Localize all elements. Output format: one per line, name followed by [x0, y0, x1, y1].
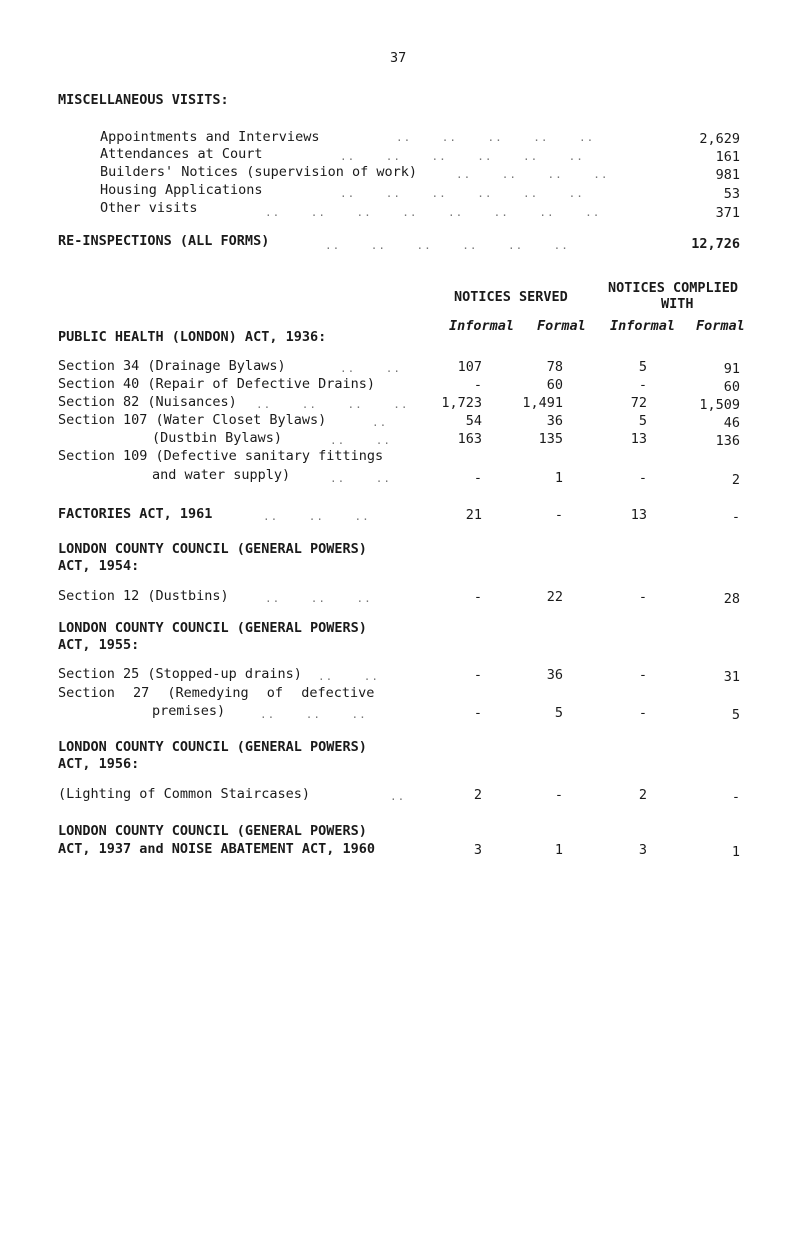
leader-dots: .. .. .. — [263, 510, 370, 523]
cell-formal-complied: 5 — [731, 707, 740, 723]
cell-informal-served: 54 — [465, 413, 482, 429]
misc-item-label: Appointments and Interviews — [100, 129, 320, 145]
col-group-notices-complied: NOTICES COMPLIED — [608, 280, 739, 296]
section-heading-continued: ACT, 1955: — [58, 637, 140, 653]
section-heading: LONDON COUNTY COUNCIL (GENERAL POWERS) — [58, 541, 367, 557]
cell-informal-complied: 5 — [638, 413, 647, 429]
cell-informal-served: 163 — [457, 431, 482, 447]
col-header-formal: Formal — [537, 318, 586, 334]
cell-formal-served: 1,491 — [522, 395, 563, 411]
cell-formal-served: 22 — [546, 589, 563, 605]
col-header-informal: Informal — [449, 318, 515, 334]
cell-formal-complied: 46 — [723, 415, 740, 431]
table-row-label: (Dustbin Bylaws) — [152, 430, 283, 446]
cell-informal-complied: - — [638, 470, 647, 486]
cell-informal-served: 2 — [473, 787, 482, 803]
section-heading-continued: ACT, 1954: — [58, 558, 140, 574]
cell-formal-served: - — [554, 507, 563, 523]
cell-formal-complied: 136 — [715, 433, 740, 449]
cell-formal-complied: 1 — [731, 844, 740, 860]
section-heading: PUBLIC HEALTH (LONDON) ACT, 1936: — [58, 329, 327, 345]
table-row-label: Section 27 (Remedying of defective — [58, 685, 375, 701]
col-group-notices-complied-2: WITH — [661, 296, 694, 312]
table-row-label: Section 25 (Stopped-up drains) — [58, 666, 302, 682]
cell-informal-complied: 13 — [630, 507, 647, 523]
leader-dots: .. .. — [340, 362, 401, 375]
leader-dots: .. — [372, 416, 388, 429]
misc-item-label: Attendances at Court — [100, 146, 263, 162]
cell-informal-complied: 5 — [638, 359, 647, 375]
cell-formal-complied: 60 — [723, 379, 740, 395]
misc-visits-title: MISCELLANEOUS VISITS: — [58, 92, 229, 108]
cell-informal-complied: 3 — [638, 842, 647, 858]
leader-dots: .. .. .. .. .. .. — [325, 239, 569, 252]
cell-informal-served: 21 — [465, 507, 482, 523]
cell-informal-served: 3 — [473, 842, 482, 858]
section-heading-continued: ACT, 1937 and NOISE ABATEMENT ACT, 1960 — [58, 841, 375, 857]
cell-informal-served: - — [473, 667, 482, 683]
cell-formal-complied: 28 — [723, 591, 740, 607]
cell-informal-served: - — [473, 470, 482, 486]
table-row-label: Section 107 (Water Closet Bylaws) — [58, 412, 327, 428]
cell-informal-served: - — [473, 589, 482, 605]
reinspections-value: 12,726 — [691, 236, 740, 252]
cell-informal-complied: - — [638, 705, 647, 721]
section-heading: LONDON COUNTY COUNCIL (GENERAL POWERS) — [58, 739, 367, 755]
table-row-label: (Lighting of Common Staircases) — [58, 786, 310, 802]
section-heading: FACTORIES ACT, 1961 — [58, 506, 213, 522]
misc-item-value: 161 — [715, 149, 740, 165]
cell-formal-served: 135 — [538, 431, 563, 447]
misc-item-value: 2,629 — [699, 131, 740, 147]
col-group-notices-served: NOTICES SERVED — [454, 289, 568, 305]
page-number: 37 — [390, 50, 407, 66]
cell-informal-complied: 2 — [638, 787, 647, 803]
cell-informal-complied: - — [638, 589, 647, 605]
misc-item-value: 371 — [715, 205, 740, 221]
table-row-label: Section 82 (Nuisances) — [58, 394, 237, 410]
cell-formal-served: 60 — [546, 377, 563, 393]
cell-informal-served: - — [473, 705, 482, 721]
misc-item-label: Builders' Notices (supervision of work) — [100, 164, 417, 180]
table-row-label: Section 34 (Drainage Bylaws) — [58, 358, 286, 374]
cell-formal-served: 5 — [554, 705, 563, 721]
cell-informal-complied: - — [638, 667, 647, 683]
leader-dots: .. .. .. .. .. .. — [340, 187, 584, 200]
cell-formal-complied: - — [731, 789, 740, 805]
section-heading-continued: ACT, 1956: — [58, 756, 140, 772]
cell-formal-served: 1 — [554, 842, 563, 858]
cell-formal-complied: 2 — [731, 472, 740, 488]
leader-dots: .. .. — [318, 670, 379, 683]
cell-informal-served: - — [473, 377, 482, 393]
table-row-label-continued: and water supply) — [152, 467, 291, 483]
leader-dots: .. .. .. .. .. .. .. .. — [265, 206, 601, 219]
table-row-label: Section 12 (Dustbins) — [58, 588, 229, 604]
col-header-informal: Informal — [610, 318, 676, 334]
section-heading: LONDON COUNTY COUNCIL (GENERAL POWERS) — [58, 620, 367, 636]
cell-formal-complied: 31 — [723, 669, 740, 685]
cell-formal-served: 1 — [554, 470, 563, 486]
misc-item-label: Other visits — [100, 200, 198, 216]
cell-informal-complied: - — [638, 377, 647, 393]
misc-item-value: 53 — [723, 186, 740, 202]
leader-dots: .. — [390, 790, 406, 803]
misc-item-label: Housing Applications — [100, 182, 263, 198]
cell-formal-served: - — [554, 787, 563, 803]
leader-dots: .. .. .. .. .. .. — [340, 150, 584, 163]
leader-dots: .. .. — [330, 434, 391, 447]
leader-dots: .. .. .. .. — [456, 168, 609, 181]
cell-formal-served: 36 — [546, 667, 563, 683]
cell-informal-complied: 13 — [630, 431, 647, 447]
cell-formal-complied: 1,509 — [699, 397, 740, 413]
table-row-label: Section 40 (Repair of Defective Drains) — [58, 376, 375, 392]
cell-informal-complied: 72 — [630, 395, 647, 411]
cell-informal-served: 1,723 — [441, 395, 482, 411]
cell-formal-complied: 91 — [723, 361, 740, 377]
reinspections-label: RE-INSPECTIONS (ALL FORMS) — [58, 233, 270, 249]
cell-formal-complied: - — [731, 509, 740, 525]
table-row-label: Section 109 (Defective sanitary fittings — [58, 448, 384, 464]
leader-dots: .. .. — [330, 472, 391, 485]
leader-dots: .. .. .. .. .. — [396, 131, 595, 144]
leader-dots: .. .. .. — [260, 708, 367, 721]
leader-dots: .. .. .. .. — [256, 398, 409, 411]
col-header-formal: Formal — [696, 318, 745, 334]
cell-informal-served: 107 — [457, 359, 482, 375]
cell-formal-served: 36 — [546, 413, 563, 429]
cell-formal-served: 78 — [546, 359, 563, 375]
section-heading: LONDON COUNTY COUNCIL (GENERAL POWERS) — [58, 823, 367, 839]
misc-item-value: 981 — [715, 167, 740, 183]
leader-dots: .. .. .. — [265, 592, 372, 605]
table-row-label-continued: premises) — [152, 703, 226, 719]
